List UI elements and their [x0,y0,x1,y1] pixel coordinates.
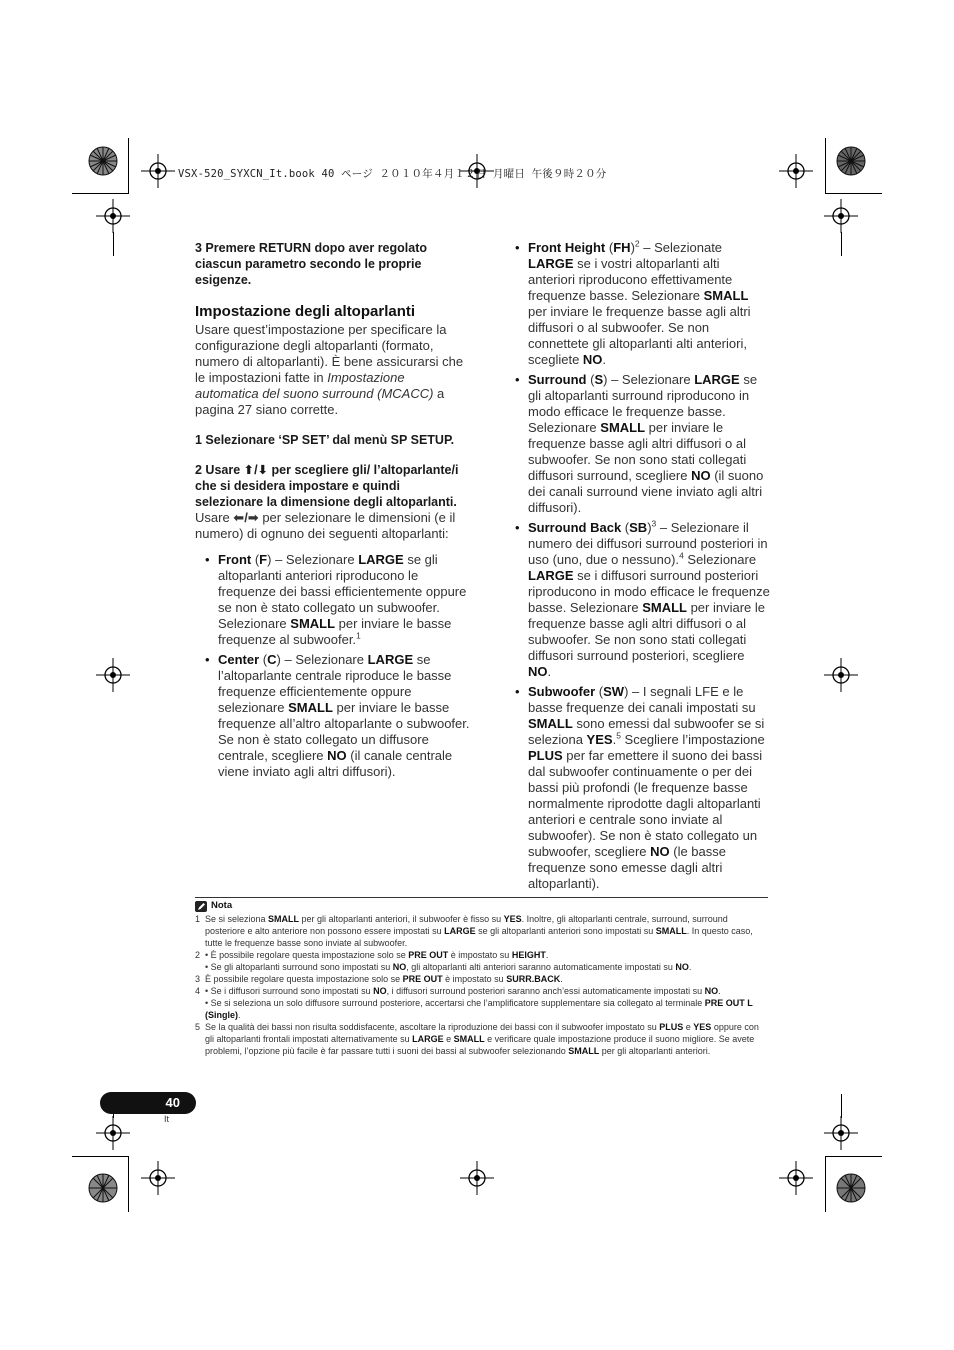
note-4a: 4 • Se i diffusori surround sono impostati su NO, i diffusori surround posteriori saranno anch’essi automaticamente impostati su NO. [195,986,721,996]
step-1: 1 Selezionare ‘SP SET’ dal menù SP SETUP. [195,433,455,447]
section-title: Impostazione degli altoparlanti [195,303,416,320]
speaker-item-subwoofer: • Subwoofer (SW) – I segnali LFE e le basse frequenze dei canali impostati su SMALL sono emessi dal subwoofer se si seleziona YES.$^5$ Scegliere l’impostazione PLUS per far emettere il suono dei bassi dal subwoofer continuamente o per dei bassi più profondi (le frequenze basse normalmente riprodotte dagli altoparlanti anteriori e centrale sono inviate al subwoofer). Se non è stato collegato un subwoofer, scegliere NO (le basse frequenze sono emesse dagli altri altoparlanti). [505,684,770,892]
footnote-ref: 2 [634,238,640,249]
notes-divider [195,897,768,898]
crosshair-mark-icon [96,658,130,692]
note-2b: • Se gli altoparlanti surround sono impostati su NO, gli altoparlanti alti anteriori saranno automaticamente impostati su NO. [205,962,692,972]
trim-line [128,138,129,194]
footnote-ref: 5 [616,730,621,741]
usage-paragraph: Usare ⬅/➡ per selezionare le dimensioni (e il numero) di ognuno dei seguenti altoparlanti: [195,510,456,541]
speaker-item-surround-back: • Surround Back (SB)$^3$ – Selezionare il numero dei diffusori surround posteriori in uso (uno, due o nessuno).$^4$ Selezionare LARGE se i diffusori surround posteriori riproducono in modo efficace le frequenze basse. Selezionare SMALL per inviare le frequenze basse agli altri diffusori o al subwoofer. Se non sono stati collegati diffusori surround posteriori, scegliere NO. [505,520,770,680]
step-2: 2 Usare ⬆/⬇ per scegliere gli/ l’altoparlante/i che si desidera impostare e quindi selezionare la dimensione degli altoparlanti. [195,463,459,509]
note-1: 1 Se si seleziona SMALL per gli altoparlanti anteriori, il subwoofer è fisso su YES. Inoltre, gli altoparlanti centrale, surround, surround posteriore e alto anteriore non possono essere impostati su LARGE se gli altoparlanti anteriori sono impostati su SMALL. In questo caso, tutte le frequenze basse sono inviate al subwoofer. [195,914,753,948]
trim-line [826,1156,882,1157]
trim-line [841,232,842,256]
left-right-arrow-icon: ⬅/➡ [233,510,259,525]
print-header: VSX-520_SYXCN_It.book 40 ページ ２０１０年４月１２日 月曜日 午後９時２０分 [178,168,607,180]
intro-paragraph: Usare quest’impostazione per specificare la configurazione degli altoparlanti (formato, numero di altoparlanti). È bene assicurarsi che le impostazioni fatte in Impostazione automatica del suono surround (MCACC) a pagina 27 siano corrette. [195,322,464,417]
page-language: It [164,1114,170,1124]
trim-line [825,1156,826,1212]
note-5: 5 Se la qualità dei bassi non risulta soddisfacente, ascoltare la riproduzione dei bassi con il subwoofer impostato su PLUS e YES oppure con gli altoparlanti frontali impostati alternativamente su LARGE e SMALL e verificare quale impostazione produce il suono migliore. Se avete problemi, l’opzione più facile è far passare tutti i suoni dei bassi al subwoofer selezionando SMALL per gli altoparlanti anteriori. [195,1022,759,1056]
crosshair-mark-icon [141,154,175,188]
footnote-ref: 3 [651,518,657,529]
crosshair-mark-icon [779,1161,813,1195]
pencil-note-icon [195,901,207,912]
footnote-ref: 1 [356,630,361,641]
speaker-item-front: • Front (F) – Selezionare LARGE se gli altoparlanti anteriori riproducono le frequenze dei bassi efficientemente oppure se non è stato collegato un subwoofer. Selezionare SMALL per inviare le basse frequenze al subwoofer.$^1$ [195,552,470,648]
crosshair-mark-icon [779,154,813,188]
footnote-ref: 4 [679,550,684,561]
left-column [195,240,470,780]
up-down-arrow-icon: ⬆/⬇ [243,463,269,477]
trim-line [825,138,826,194]
notes-section [195,900,768,1057]
note-3: 3 È possibile regolare questa impostazione solo se PRE OUT è impostato su SURR.BACK. [195,974,563,984]
trim-line [128,1156,129,1212]
step-3: 3 Premere RETURN dopo aver regolato ciascun parametro secondo le proprie esigenze. [195,241,428,287]
crosshair-mark-icon [96,1116,130,1150]
trim-line [113,232,114,256]
crosshair-mark-icon [824,199,858,233]
registration-rosette-icon [836,1173,866,1203]
registration-rosette-icon [88,1173,118,1203]
crosshair-mark-icon [460,1161,494,1195]
notes-title: Nota [211,900,233,911]
page-number: 40 [100,1092,196,1114]
registration-rosette-icon [836,146,866,176]
crosshair-mark-icon [824,658,858,692]
crosshair-mark-icon [96,199,130,233]
registration-rosette-icon [88,146,118,176]
speaker-item-front-height: • Front Height (FH)$^2$ – Selezionate LARGE se i vostri altoparlanti alti anteriori riproducono effettivamente frequenze basse. Selezionare SMALL per inviare le frequenze basse agli altri diffusori o al subwoofer. Se non connettete gli altoparlanti alti anteriori, scegliete NO. [505,240,770,368]
trim-line [72,1156,128,1157]
trim-line [826,193,882,194]
mcacc-reference: Impostazione automatica del suono surround (MCACC) [195,370,434,401]
speaker-item-surround: • Surround (S) – Selezionare LARGE se gli altoparlanti surround riproducono in modo efficace le frequenze basse. Selezionare SMALL per inviare le frequenze basse agli altri diffusori o al subwoofer. Se non sono stati collegati diffusori surround, scegliere NO (il suono dei canali surround viene inviato agli altri diffusori). [505,372,770,516]
trim-line [72,193,128,194]
note-2a: 2 • È possibile regolare questa impostazione solo se PRE OUT è impostato su HEIGHT. [195,950,549,960]
right-column [505,240,770,892]
speaker-item-center: • Center (C) – Selezionare LARGE se l’altoparlante centrale riproduce le basse frequenze efficientemente oppure selezionare SMALL per inviare le basse frequenze all’altro altoparlante o subwoofer. Se non è stato collegato un diffusore centrale, scegliere NO (il canale centrale viene inviato agli altri diffusori). [195,652,470,780]
crosshair-mark-icon [824,1116,858,1150]
crosshair-mark-icon [141,1161,175,1195]
note-4b: • Se si seleziona un solo diffusore surround posteriore, accertarsi che l’amplificatore supplementare sia collegato al terminale PRE OUT L (Single). [205,998,753,1020]
trim-line [841,1094,842,1118]
notes-header [195,900,768,912]
